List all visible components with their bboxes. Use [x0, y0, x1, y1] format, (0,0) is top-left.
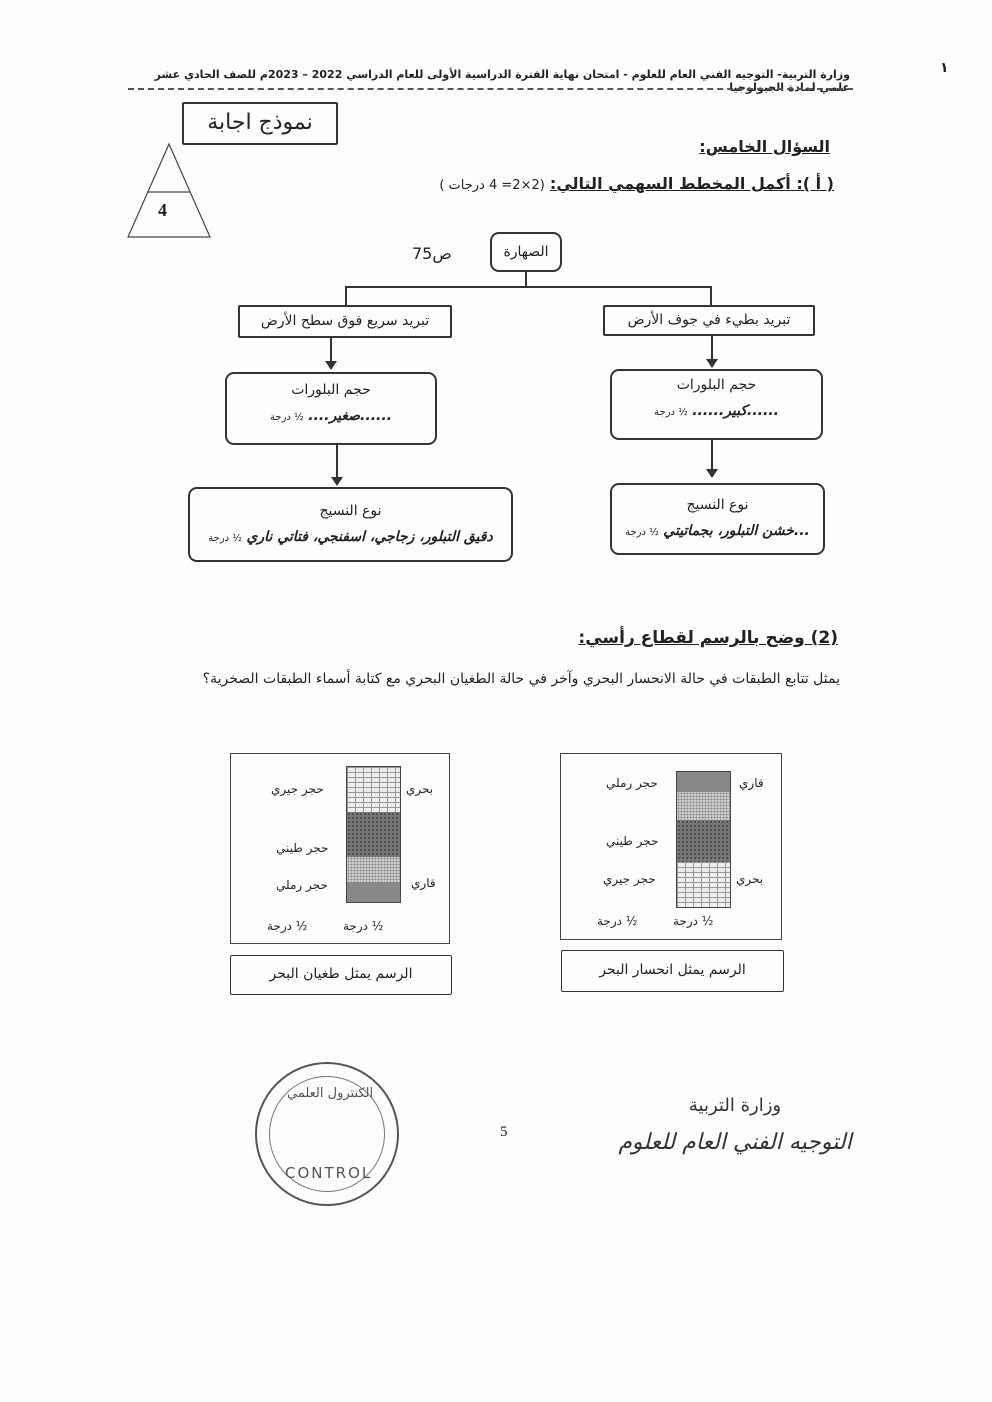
- ministry-logo: [615, 1095, 855, 1155]
- arrow-down: [336, 445, 338, 478]
- header-rule: [128, 88, 853, 90]
- half-mark: ½ درجة: [267, 919, 308, 933]
- left-texture-box: [188, 487, 513, 562]
- sandstone-layer: [677, 792, 730, 820]
- rock-label: حجر رملي: [276, 878, 328, 892]
- page-number: 5: [500, 1124, 508, 1140]
- half-mark: ½ درجة: [597, 914, 638, 928]
- page-header: وزارة التربية- التوجيه الفني العام للعلوم - امتحان نهاية الفترة الدراسية الأولى للعام الدراسي 2022 – 2023م للصف الحادي عشر علمي لمادة الجيولوجيا: [154, 68, 850, 94]
- question-title: السؤال الخامس:: [699, 137, 830, 156]
- logo-text: التوجيه الفني العام للعلوم: [618, 1130, 852, 1155]
- half-mark: ½ درجة: [208, 533, 242, 544]
- crystal-label: حجم البلورات: [676, 377, 757, 393]
- rock-label: حجر جيري: [271, 782, 324, 796]
- right-texture-box: [610, 483, 825, 555]
- texture-label: نوع النسيج: [319, 503, 382, 519]
- slow-cooling-box: تبريد بطيء في جوف الأرض: [603, 305, 815, 336]
- crystal-answer: ......صغير....: [308, 408, 392, 424]
- part-2-title: (2) وضح بالرسم لقطاع رأسي:: [578, 628, 838, 648]
- score: 4: [158, 200, 167, 220]
- right-crystal-box: [610, 369, 823, 440]
- rock-column: [346, 766, 401, 903]
- half-mark: ½ درجة: [625, 527, 659, 538]
- half-mark: ½ درجة: [654, 407, 688, 418]
- page-mark: ١: [940, 60, 949, 76]
- half-mark: ½ درجة: [270, 412, 304, 423]
- control-stamp: [255, 1062, 399, 1206]
- crystal-answer: ......كبير......: [692, 403, 779, 419]
- answer-model-box: نموذج اجابة: [182, 102, 338, 145]
- part-2-text: يمثل تتابع الطبقات في حالة الانحسار البحري وآخر في حالة الطغيان البحري مع كتابة أسماء الطبقات الصخرية؟: [202, 671, 840, 687]
- stamp-text: الكنترول العلمي: [287, 1086, 374, 1101]
- shale-layer: [347, 812, 400, 857]
- half-mark: ½ درجة: [673, 914, 714, 928]
- texture-label: نوع النسيج: [686, 497, 749, 513]
- page-ref: ص75: [412, 244, 452, 263]
- part-a-title: ( أ ): أكمل المخطط السهمي التالي:: [549, 174, 834, 193]
- sandstone-layer: [677, 772, 730, 792]
- fast-cooling-box: تبريد سريع فوق سطح الأرض: [238, 305, 452, 338]
- env-label: بحري: [406, 782, 434, 796]
- logo-text: وزارة التربية: [688, 1095, 782, 1116]
- env-label: قاري: [739, 776, 764, 790]
- left-caption: الرسم يمثل طغيان البحر: [230, 955, 452, 995]
- left-section-diagram: [230, 753, 450, 944]
- arrow-down: [711, 440, 713, 470]
- texture-answer: دقيق التبلور، زجاجي، اسفنجي، فتاتي ناري: [246, 529, 493, 545]
- rock-label: حجر طيني: [606, 834, 659, 848]
- part-a-marks: (2×2= 4 درجات ): [439, 178, 545, 193]
- stamp-text: CONTROL: [285, 1164, 373, 1182]
- limestone-layer: [677, 862, 730, 907]
- root-magma-box: الصهارة: [490, 232, 562, 272]
- rock-label: حجر رملي: [606, 776, 658, 790]
- texture-answer: ...خشن التبلور، بجماتيتي: [663, 523, 810, 539]
- right-section-diagram: [560, 753, 782, 940]
- part-a-heading: [439, 174, 834, 193]
- limestone-layer: [347, 767, 400, 812]
- shale-layer: [677, 820, 730, 862]
- right-caption: الرسم يمثل انحسار البحر: [561, 950, 784, 992]
- sandstone-layer: [347, 882, 400, 902]
- rock-label: حجر جيري: [603, 872, 656, 886]
- score-triangle: [126, 142, 212, 239]
- half-mark: ½ درجة: [343, 919, 384, 933]
- rock-label: حجر طيني: [276, 841, 329, 855]
- arrow-down: [330, 338, 332, 362]
- sandstone-layer: [347, 857, 400, 882]
- crystal-label: حجم البلورات: [291, 382, 371, 398]
- left-crystal-box: [225, 372, 437, 445]
- arrow-down: [711, 336, 713, 360]
- rock-column: [676, 771, 731, 908]
- env-label: قاري: [411, 876, 436, 890]
- env-label: بحري: [736, 872, 764, 886]
